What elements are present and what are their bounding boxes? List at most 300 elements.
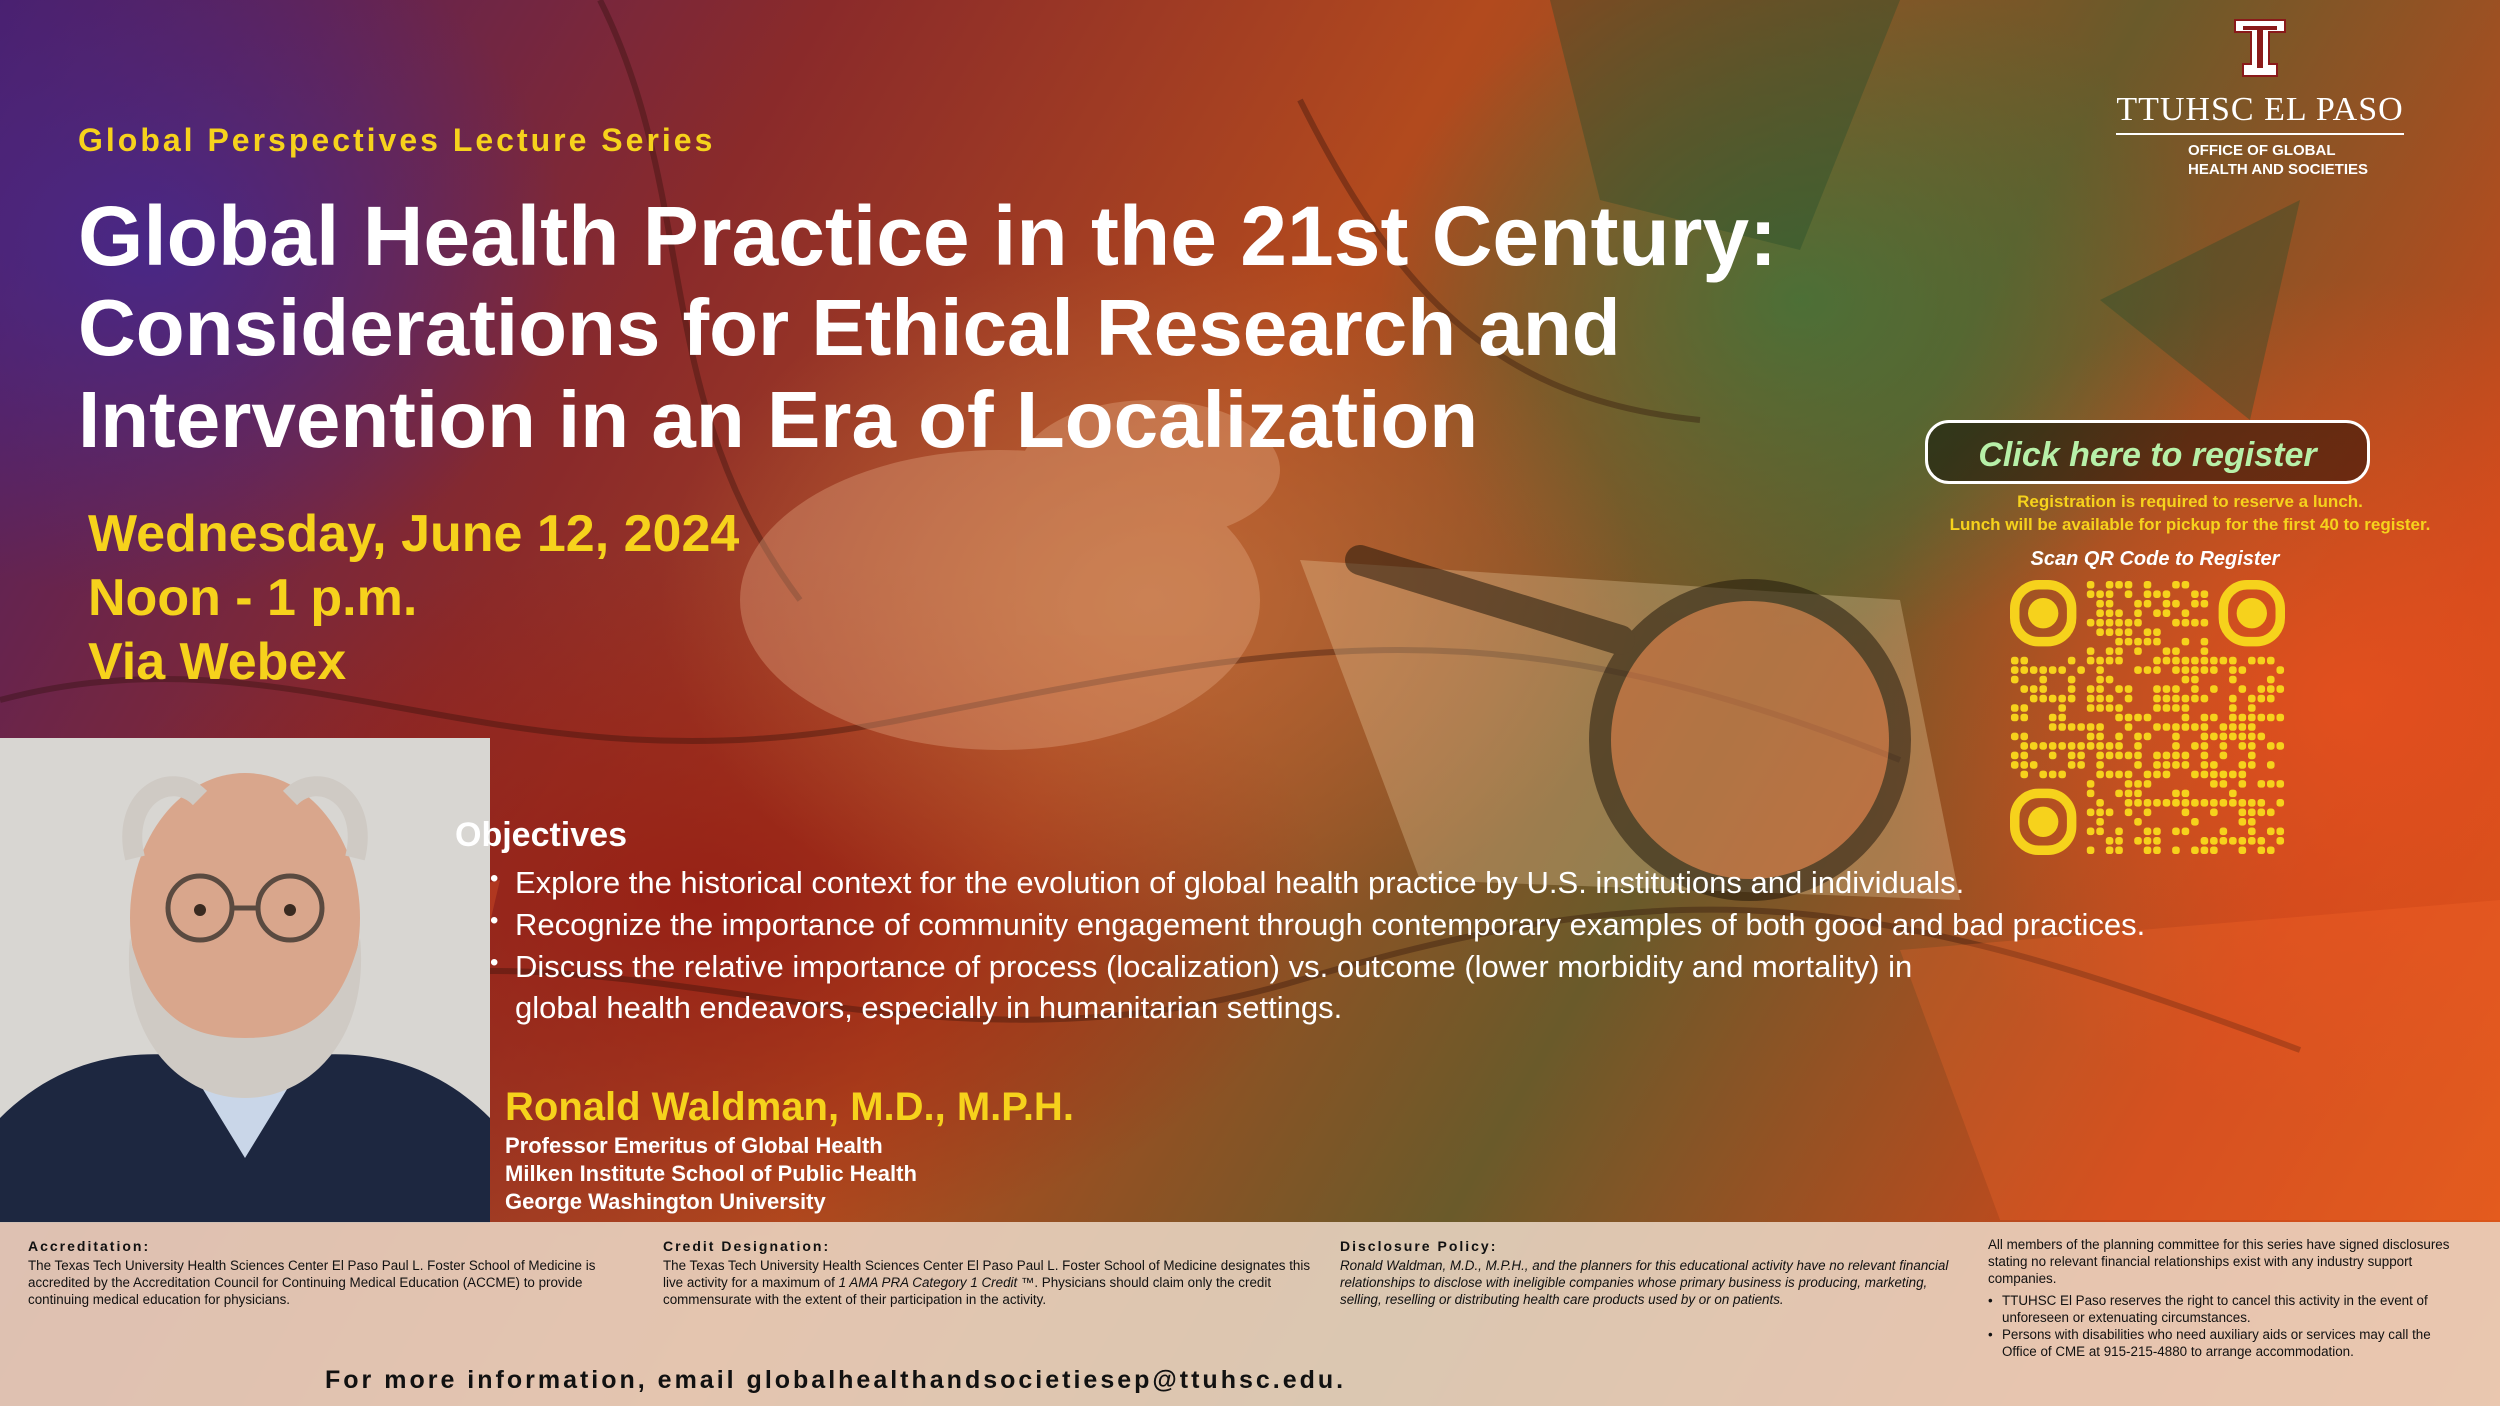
qr-module: [2153, 657, 2161, 665]
office-name: OFFICE OF GLOBAL HEALTH AND SOCIETIES: [2188, 142, 2369, 178]
qr-module: [2182, 581, 2190, 589]
qr-module: [2210, 657, 2218, 665]
qr-module: [2125, 780, 2133, 788]
qr-module: [2087, 809, 2095, 817]
credit-text: The Texas Tech University Health Sciences Center El Paso Paul L. Foster School of Medicine designates this live activity for a maximum of 1 AMA PRA Category 1 Credit ™. Physicians should claim only the credit commensurate with the extent of their participation in the activity.: [663, 1258, 1311, 1307]
qr-module: [2144, 600, 2152, 608]
qr-module: [2077, 752, 2085, 760]
qr-module: [2153, 685, 2161, 693]
qr-module: [2201, 619, 2209, 627]
qr-module: [2201, 837, 2209, 845]
qr-module: [2172, 619, 2180, 627]
register-button[interactable]: Click here to register: [1925, 420, 2370, 484]
qr-module: [2210, 685, 2218, 693]
qr-module: [2191, 600, 2199, 608]
qr-module: [2182, 704, 2190, 712]
qr-module: [2096, 761, 2104, 769]
qr-module: [2115, 657, 2123, 665]
qr-module: [2144, 846, 2152, 854]
qr-module: [2087, 590, 2095, 598]
qr-module: [2134, 714, 2142, 722]
accreditation-block: [28, 1238, 638, 1308]
event-venue: Via Webex: [88, 633, 347, 691]
qr-module: [2144, 828, 2152, 836]
qr-module: [2039, 742, 2047, 750]
qr-module: [2267, 657, 2275, 665]
qr-module: [2087, 790, 2095, 798]
qr-module: [2087, 685, 2095, 693]
qr-module: [2248, 761, 2256, 769]
qr-module: [2229, 837, 2237, 845]
qr-module: [2267, 685, 2275, 693]
qr-module: [2182, 657, 2190, 665]
committee-block: [1988, 1236, 2458, 1360]
qr-module: [2106, 695, 2114, 703]
qr-module: [2144, 638, 2152, 646]
qr-module: [2248, 657, 2256, 665]
qr-module: [2068, 752, 2076, 760]
qr-module: [2153, 638, 2161, 646]
event-time: Noon - 1 p.m.: [88, 569, 418, 627]
qr-module: [2106, 771, 2114, 779]
qr-module: [2106, 647, 2114, 655]
qr-module: [2182, 609, 2190, 617]
qr-module: [2058, 714, 2066, 722]
qr-module: [2125, 771, 2133, 779]
qr-module: [2068, 761, 2076, 769]
qr-module: [2087, 780, 2095, 788]
disclosure-heading: Disclosure Policy:: [1340, 1238, 1498, 1254]
qr-module: [2030, 666, 2038, 674]
qr-module: [2239, 723, 2247, 731]
qr-module: [2096, 600, 2104, 608]
qr-module: [2144, 628, 2152, 636]
notes-list: [1988, 1292, 2458, 1360]
qr-module: [2229, 799, 2237, 807]
qr-module: [2096, 818, 2104, 826]
qr-module: [2229, 723, 2237, 731]
qr-module: [2049, 714, 2057, 722]
qr-module: [2182, 666, 2190, 674]
qr-module: [2220, 771, 2228, 779]
qr-module: [2115, 685, 2123, 693]
list-item: • TTUHSC El Paso reserves the right to cancel this activity in the event of unforeseen or extenuating circumstances.: [1988, 1292, 2458, 1326]
qr-module: [2030, 695, 2038, 703]
double-t-icon: [2233, 18, 2287, 78]
qr-module: [2030, 685, 2038, 693]
qr-module: [2229, 657, 2237, 665]
qr-module: [2106, 676, 2114, 684]
qr-module: [2058, 723, 2066, 731]
qr-module: [2153, 666, 2161, 674]
accreditation-heading: Accreditation:: [28, 1238, 151, 1254]
series-label: Global Perspectives Lecture Series: [78, 122, 716, 158]
qr-module: [2106, 837, 2114, 845]
qr-module: [2011, 752, 2019, 760]
qr-module: [2068, 685, 2076, 693]
qr-module: [2220, 828, 2228, 836]
qr-module: [2087, 733, 2095, 741]
qr-module: [2153, 695, 2161, 703]
credit-block: [663, 1238, 1311, 1308]
qr-module: [2134, 647, 2142, 655]
qr-module: [2172, 752, 2180, 760]
qr-module: [2182, 714, 2190, 722]
qr-module: [2201, 638, 2209, 646]
qr-module: [2106, 846, 2114, 854]
qr-module: [2125, 628, 2133, 636]
qr-module: [2191, 685, 2199, 693]
qr-module: [2020, 752, 2028, 760]
qr-module: [2106, 628, 2114, 636]
qr-module: [2258, 846, 2266, 854]
qr-module: [2201, 590, 2209, 598]
qr-module: [2258, 695, 2266, 703]
qr-module: [2258, 799, 2266, 807]
qr-module: [2115, 742, 2123, 750]
qr-module: [2049, 666, 2057, 674]
qr-module: [2011, 657, 2019, 665]
qr-module: [2229, 733, 2237, 741]
qr-module: [2239, 809, 2247, 817]
qr-module: [2191, 771, 2199, 779]
qr-module: [2011, 676, 2019, 684]
qr-module: [2096, 628, 2104, 636]
qr-module: [2229, 790, 2237, 798]
qr-module: [2096, 666, 2104, 674]
qr-module: [2087, 846, 2095, 854]
qr-module: [2077, 761, 2085, 769]
qr-module: [2248, 809, 2256, 817]
qr-module: [2115, 752, 2123, 760]
qr-module: [2096, 723, 2104, 731]
qr-module: [2096, 733, 2104, 741]
qr-module: [2201, 742, 2209, 750]
qr-module: [2087, 723, 2095, 731]
qr-module: [2115, 846, 2123, 854]
qr-module: [2276, 828, 2284, 836]
qr-module: [2210, 809, 2218, 817]
qr-module: [2201, 761, 2209, 769]
accreditation-text: The Texas Tech University Health Sciences Center El Paso Paul L. Foster School of Medicine is accredited by the Accreditation Council for Continuing Medical Education (ACCME) to provide continuing medical education for physicians.: [28, 1258, 596, 1307]
qr-module: [2182, 695, 2190, 703]
qr-module: [2191, 676, 2199, 684]
list-item: • Discuss the relative importance of process (localization) vs. outcome (lower morbidity and mortality) in global health endeavors, especially in humanitarian settings.: [490, 946, 2450, 1028]
qr-module: [2011, 761, 2019, 769]
qr-module: [2134, 752, 2142, 760]
qr-module: [2039, 676, 2047, 684]
qr-module: [2239, 666, 2247, 674]
qr-module: [2163, 761, 2171, 769]
qr-module: [2172, 742, 2180, 750]
qr-module: [2144, 733, 2152, 741]
qr-module: [2144, 771, 2152, 779]
qr-module: [2125, 799, 2133, 807]
qr-module: [2125, 685, 2133, 693]
qr-module: [2248, 818, 2256, 826]
qr-module: [2020, 733, 2028, 741]
event-details: [88, 502, 739, 694]
qr-module: [2172, 723, 2180, 731]
qr-module: [2134, 818, 2142, 826]
qr-module: [2172, 799, 2180, 807]
qr-module: [2163, 609, 2171, 617]
qr-module: [2172, 600, 2180, 608]
qr-module: [2125, 581, 2133, 589]
qr-module: [2191, 590, 2199, 598]
qr-module: [2229, 695, 2237, 703]
committee-text: All members of the planning committee for this series have signed disclosures stating no relevant financial relationships exist with any industry support companies.: [1988, 1237, 2450, 1286]
qr-module: [2182, 799, 2190, 807]
qr-module: [2210, 733, 2218, 741]
qr-module: [2134, 780, 2142, 788]
qr-module: [2258, 837, 2266, 845]
qr-module: [2276, 837, 2284, 845]
qr-module: [2182, 828, 2190, 836]
qr-module: [2125, 752, 2133, 760]
qr-module: [2201, 752, 2209, 760]
qr-module: [2267, 780, 2275, 788]
qr-module: [2172, 647, 2180, 655]
qr-module: [2191, 846, 2199, 854]
qr-module: [2115, 628, 2123, 636]
qr-module: [2258, 780, 2266, 788]
qr-module: [2210, 761, 2218, 769]
qr-module: [2153, 752, 2161, 760]
list-item: • Recognize the importance of community engagement through contemporary examples of both good and bad practices.: [490, 904, 2450, 945]
qr-module: [2220, 742, 2228, 750]
qr-module: [2153, 846, 2161, 854]
qr-module: [2229, 771, 2237, 779]
qr-module: [2134, 619, 2142, 627]
qr-module: [2011, 666, 2019, 674]
qr-module: [2191, 818, 2199, 826]
qr-module: [2248, 752, 2256, 760]
qr-module: [2049, 752, 2057, 760]
list-item: • Explore the historical context for the evolution of global health practice by U.S. institutions and individuals.: [490, 862, 2450, 903]
qr-module: [2182, 761, 2190, 769]
qr-module: [2096, 685, 2104, 693]
qr-module: [2096, 695, 2104, 703]
qr-module: [2220, 780, 2228, 788]
qr-module: [2144, 581, 2152, 589]
qr-module: [2077, 742, 2085, 750]
qr-module: [2115, 733, 2123, 741]
qr-module: [2220, 657, 2228, 665]
qr-module: [2276, 799, 2284, 807]
qr-module: [2153, 704, 2161, 712]
qr-module: [2049, 742, 2057, 750]
qr-module: [2096, 809, 2104, 817]
qr-module: [2153, 761, 2161, 769]
qr-module: [2153, 837, 2161, 845]
registration-note: Registration is required to reserve a lunch. Lunch will be available for pickup for the first 40 to register.: [1949, 492, 2431, 534]
qr-module: [2229, 676, 2237, 684]
qr-module: [2144, 714, 2152, 722]
qr-module: [2115, 647, 2123, 655]
qr-module: [2106, 809, 2114, 817]
qr-module: [2106, 704, 2114, 712]
qr-module: [2182, 723, 2190, 731]
objectives-list: [490, 862, 2450, 1029]
qr-module: [2096, 609, 2104, 617]
qr-module: [2134, 837, 2142, 845]
qr-module: [2096, 619, 2104, 627]
qr-module: [2239, 761, 2247, 769]
qr-module: [2058, 695, 2066, 703]
qr-module: [2220, 837, 2228, 845]
qr-module: [2020, 742, 2028, 750]
speaker-photo: [0, 738, 490, 1223]
qr-module: [2134, 742, 2142, 750]
qr-module: [2210, 666, 2218, 674]
qr-module: [2096, 752, 2104, 760]
qr-module: [2267, 714, 2275, 722]
qr-module: [2163, 600, 2171, 608]
qr-module: [2248, 837, 2256, 845]
qr-module: [2058, 666, 2066, 674]
qr-module: [2134, 638, 2142, 646]
qr-module: [2068, 657, 2076, 665]
qr-module: [2191, 742, 2199, 750]
qr-module: [2239, 799, 2247, 807]
qr-module: [2058, 742, 2066, 750]
qr-module: [2172, 685, 2180, 693]
qr-module: [2163, 590, 2171, 598]
qr-module: [2276, 685, 2284, 693]
qr-module: [2248, 695, 2256, 703]
qr-module: [2144, 809, 2152, 817]
qr-module: [2229, 666, 2237, 674]
qr-module: [2096, 742, 2104, 750]
title-line-1: Global Health Practice in the 21st Century:: [78, 189, 1778, 283]
qr-module: [2020, 685, 2028, 693]
qr-module: [2115, 828, 2123, 836]
qr-module: [2106, 619, 2114, 627]
qr-module: [2258, 809, 2266, 817]
qr-module: [2220, 799, 2228, 807]
ttuhsc-logo: [2110, 18, 2410, 178]
qr-module: [2172, 666, 2180, 674]
qr-module: [2163, 799, 2171, 807]
qr-module: [2191, 695, 2199, 703]
qr-module: [2239, 846, 2247, 854]
qr-module: [2125, 809, 2133, 817]
qr-module: [2058, 704, 2066, 712]
qr-module: [2115, 609, 2123, 617]
qr-module: [2153, 799, 2161, 807]
qr-module: [2115, 714, 2123, 722]
qr-module: [2125, 638, 2133, 646]
qr-module: [2030, 742, 2038, 750]
qr-module: [2248, 723, 2256, 731]
qr-module: [2191, 723, 2199, 731]
qr-module: [2115, 619, 2123, 627]
qr-module: [2201, 733, 2209, 741]
title-line-2: Considerations for Ethical Research and: [78, 283, 1621, 372]
contact-line: For more information, email globalhealthandsocietiesep@ttuhsc.edu.: [325, 1366, 1347, 1394]
qr-module: [2201, 723, 2209, 731]
qr-module: [2258, 657, 2266, 665]
qr-module: [2020, 666, 2028, 674]
qr-module: [2153, 828, 2161, 836]
qr-module: [2239, 742, 2247, 750]
qr-module: [2248, 742, 2256, 750]
qr-module: [2087, 742, 2095, 750]
qr-module: [2153, 628, 2161, 636]
disclosure-block: [1340, 1238, 1955, 1308]
qr-module: [2087, 619, 2095, 627]
qr-module: [2134, 799, 2142, 807]
qr-module: [2106, 609, 2114, 617]
qr-module: [2115, 790, 2123, 798]
qr-module: [2191, 657, 2199, 665]
qr-module: [2096, 799, 2104, 807]
qr-module: [2115, 581, 2123, 589]
qr-module: [2201, 647, 2209, 655]
qr-module: [2163, 723, 2171, 731]
event-date: Wednesday, June 12, 2024: [88, 505, 740, 563]
qr-module: [2020, 771, 2028, 779]
qr-module: [2267, 828, 2275, 836]
qr-module: [2087, 828, 2095, 836]
qr-module: [2182, 752, 2190, 760]
qr-module: [2172, 828, 2180, 836]
qr-module: [2239, 818, 2247, 826]
qr-module: [2191, 666, 2199, 674]
qr-module: [2239, 771, 2247, 779]
qr-module: [2267, 742, 2275, 750]
qr-module: [2248, 799, 2256, 807]
qr-module: [2049, 723, 2057, 731]
registration-qr-code[interactable]: [2010, 580, 2285, 855]
qr-module: [2172, 657, 2180, 665]
qr-module: [2144, 666, 2152, 674]
qr-module: [2201, 846, 2209, 854]
qr-module: [2068, 723, 2076, 731]
bullet-icon: •: [490, 907, 499, 934]
qr-module: [2134, 733, 2142, 741]
qr-module: [2134, 600, 2142, 608]
qr-module: [2172, 695, 2180, 703]
qr-module: [2087, 647, 2095, 655]
bullet-icon: •: [490, 865, 499, 892]
qr-module: [2258, 685, 2266, 693]
qr-module: [2172, 704, 2180, 712]
qr-module: [2049, 695, 2057, 703]
qr-module: [2039, 685, 2047, 693]
qr-module: [2134, 609, 2142, 617]
bullet-icon: •: [490, 949, 499, 976]
qr-module: [2163, 647, 2171, 655]
qr-module: [2267, 809, 2275, 817]
qr-module: [2163, 685, 2171, 693]
qr-module: [2153, 590, 2161, 598]
qr-module: [2153, 609, 2161, 617]
qr-module: [2011, 704, 2019, 712]
qr-module: [2163, 771, 2171, 779]
qr-module: [2077, 723, 2085, 731]
qr-module: [2163, 704, 2171, 712]
qr-module: [2125, 714, 2133, 722]
qr-module: [2020, 657, 2028, 665]
qr-module: [2267, 676, 2275, 684]
qr-module: [2248, 704, 2256, 712]
qr-module: [2125, 723, 2133, 731]
qr-module: [2125, 619, 2133, 627]
qr-module: [2182, 619, 2190, 627]
qr-module: [2172, 581, 2180, 589]
